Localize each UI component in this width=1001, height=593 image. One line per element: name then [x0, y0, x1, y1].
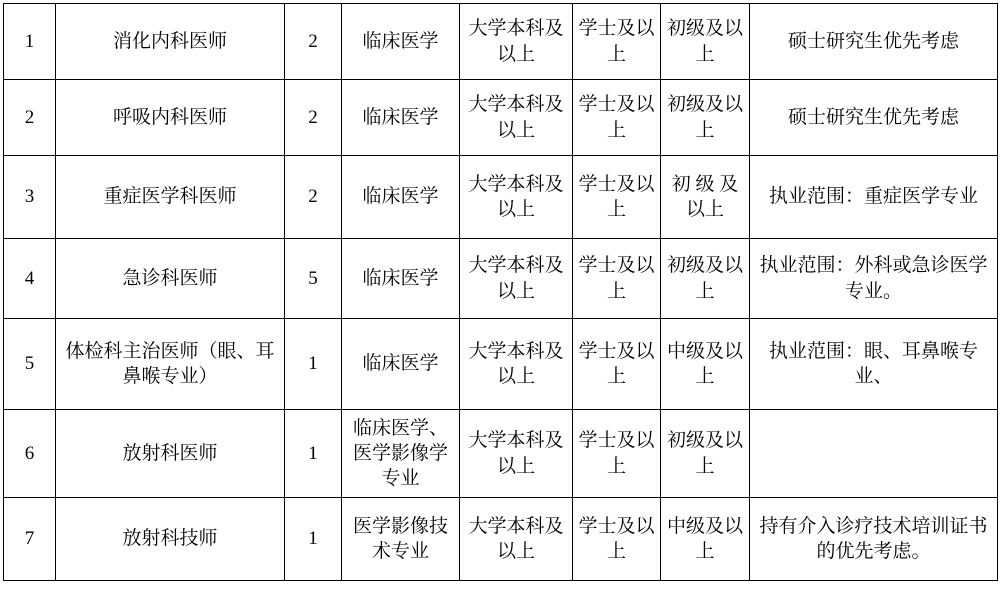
table-row [4, 4, 998, 80]
row-education: 大学本科及以上 [460, 4, 573, 80]
row-number: 1 [4, 4, 56, 80]
row-post: 体检科主治医师（眼、耳鼻喉专业） [56, 319, 285, 410]
row-remark: 持有介入诊疗技术培训证书的优先考虑。 [750, 498, 998, 581]
table-row [4, 319, 998, 410]
row-degree: 学士及以上 [573, 498, 661, 581]
document-page [0, 3, 1001, 593]
row-number: 7 [4, 498, 56, 581]
row-title: 中级及以上 [661, 498, 750, 581]
row-number: 5 [4, 319, 56, 410]
row-major: 临床医学 [342, 4, 460, 80]
row-degree: 学士及以上 [573, 80, 661, 156]
row-major: 临床医学、医学影像学专业 [342, 410, 460, 498]
row-post: 放射科医师 [56, 410, 285, 498]
row-count: 1 [285, 410, 342, 498]
row-major: 医学影像技术专业 [342, 498, 460, 581]
row-education: 大学本科及以上 [460, 156, 573, 239]
table-row [4, 498, 998, 581]
row-count: 2 [285, 4, 342, 80]
row-count: 2 [285, 156, 342, 239]
row-major: 临床医学 [342, 319, 460, 410]
row-title: 初级及以上 [661, 4, 750, 80]
row-education: 大学本科及以上 [460, 498, 573, 581]
row-post: 消化内科医师 [56, 4, 285, 80]
row-title: 初 级 及以上 [661, 156, 750, 239]
row-number: 3 [4, 156, 56, 239]
recruitment-table [3, 3, 998, 581]
row-post: 放射科技师 [56, 498, 285, 581]
row-number: 6 [4, 410, 56, 498]
row-remark: 硕士研究生优先考虑 [750, 80, 998, 156]
row-count: 2 [285, 80, 342, 156]
row-post: 呼吸内科医师 [56, 80, 285, 156]
row-major: 临床医学 [342, 156, 460, 239]
row-title: 中级及以上 [661, 319, 750, 410]
row-count: 1 [285, 498, 342, 581]
table-row [4, 239, 998, 319]
row-title: 初级及以上 [661, 80, 750, 156]
row-post: 重症医学科医师 [56, 156, 285, 239]
row-post: 急诊科医师 [56, 239, 285, 319]
row-remark: 硕士研究生优先考虑 [750, 4, 998, 80]
row-count: 1 [285, 319, 342, 410]
row-remark: 执业范围：重症医学专业 [750, 156, 998, 239]
row-number: 4 [4, 239, 56, 319]
row-count: 5 [285, 239, 342, 319]
row-remark [750, 410, 998, 498]
row-major: 临床医学 [342, 80, 460, 156]
row-education: 大学本科及以上 [460, 80, 573, 156]
row-degree: 学士及以上 [573, 4, 661, 80]
row-title: 初级及以上 [661, 410, 750, 498]
row-title: 初级及以上 [661, 239, 750, 319]
row-degree: 学士及以上 [573, 156, 661, 239]
table-row [4, 80, 998, 156]
table-row [4, 410, 998, 498]
row-remark: 执业范围：外科或急诊医学专业。 [750, 239, 998, 319]
table-body [4, 4, 998, 581]
row-education: 大学本科及以上 [460, 319, 573, 410]
row-remark: 执业范围：眼、耳鼻喉专业、 [750, 319, 998, 410]
row-number: 2 [4, 80, 56, 156]
row-degree: 学士及以上 [573, 239, 661, 319]
row-degree: 学士及以上 [573, 410, 661, 498]
row-education: 大学本科及以上 [460, 410, 573, 498]
row-education: 大学本科及以上 [460, 239, 573, 319]
row-major: 临床医学 [342, 239, 460, 319]
row-degree: 学士及以上 [573, 319, 661, 410]
table-row [4, 156, 998, 239]
